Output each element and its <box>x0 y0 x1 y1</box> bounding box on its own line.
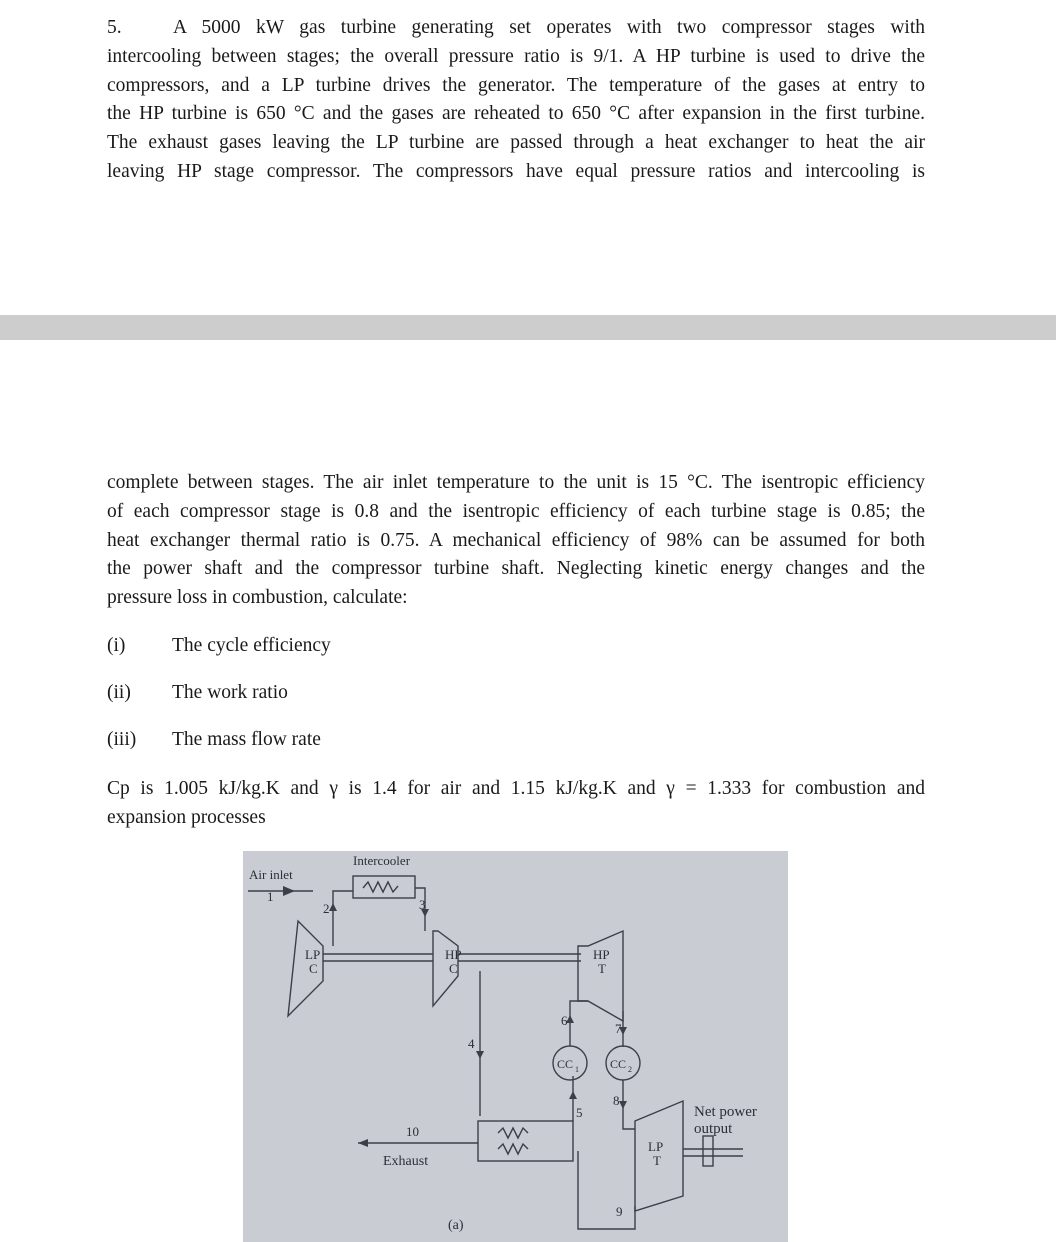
arrow-icon <box>329 903 337 911</box>
heat-exchanger-box <box>478 1121 573 1161</box>
state-label: 10 <box>406 1124 419 1139</box>
figure-caption: (a) <box>448 1218 464 1233</box>
schematic-svg <box>243 851 788 1242</box>
lpt-label-line: LP <box>648 1139 664 1154</box>
item-text: The cycle efficiency <box>172 635 331 656</box>
state-label: 2 <box>323 901 330 916</box>
state-label: 9 <box>616 1204 623 1219</box>
hpt-label-line: HP <box>593 947 610 962</box>
lp-compressor-shape <box>288 921 323 1016</box>
state-label: 4 <box>468 1036 475 1051</box>
arrow-icon <box>619 1101 627 1109</box>
state-label: 8 <box>613 1093 620 1108</box>
intercooler-coil <box>363 882 398 892</box>
air-inlet-label: Air inlet <box>249 867 293 882</box>
intercooler-label: Intercooler <box>353 853 411 868</box>
hpc-label-line: HP <box>445 947 462 962</box>
text-line: compressors, and a LP turbine drives the generator. The temperature of the gases at entry to <box>107 74 925 96</box>
arrow-icon <box>283 886 295 896</box>
text-line: intercooling between stages; the overall pressure ratio is 9/1. A HP turbine is used to drive the <box>107 45 925 67</box>
cc2-label: CC <box>610 1057 627 1071</box>
problem-text-part2 <box>107 469 925 613</box>
arrow-icon <box>358 1139 368 1147</box>
item-number: (i) <box>107 635 126 656</box>
text-line: heat exchanger thermal ratio is 0.75. A mechanical efficiency of 98% can be assumed for both <box>107 529 925 551</box>
problem-text-part1 <box>107 14 925 187</box>
state-label: 6 <box>561 1013 568 1028</box>
intercooler-box <box>353 876 415 898</box>
arrow-icon <box>569 1091 577 1099</box>
text-line: of each compressor stage is 0.8 and the isentropic efficiency of each turbine stage is 0.85; the <box>107 500 925 522</box>
text-line: expansion processes <box>107 806 266 828</box>
coupling <box>703 1136 713 1166</box>
hpc-label-line: C <box>449 961 458 976</box>
cc1-subscript: 1 <box>575 1065 579 1074</box>
pipe-9 <box>578 1151 635 1229</box>
text-line: pressure loss in combustion, calculate: <box>107 587 408 609</box>
list-item <box>107 634 331 658</box>
pipe-2 <box>333 891 353 946</box>
item-text: The mass flow rate <box>172 729 321 750</box>
text-line: complete between stages. The air inlet temperature to the unit is 15 °C. The isentropic efficiency <box>107 472 925 493</box>
pipe-6 <box>570 1001 588 1046</box>
hp-turbine-shape <box>578 931 623 1021</box>
net-power-label: Net power <box>694 1104 757 1120</box>
list-item <box>107 681 288 705</box>
properties-text <box>107 775 925 833</box>
item-text: The work ratio <box>172 682 288 703</box>
item-number: (ii) <box>107 682 131 703</box>
hx-coil <box>498 1144 528 1154</box>
lpt-label-line: T <box>653 1153 661 1168</box>
lpc-label-line: C <box>309 961 318 976</box>
page-divider <box>0 315 1056 340</box>
arrow-icon <box>476 1051 484 1059</box>
cc1-label: CC <box>557 1057 574 1071</box>
item-number: (iii) <box>107 729 137 750</box>
list-item <box>107 728 321 752</box>
text-line: 5. A 5000 kW gas turbine generating set operates with two compressor stages with <box>107 14 925 43</box>
state-label: 3 <box>419 897 426 912</box>
state-label: 7 <box>615 1021 622 1036</box>
lpc-label-line: LP <box>305 947 321 962</box>
cc2-subscript: 2 <box>628 1065 632 1074</box>
gas-turbine-schematic <box>243 851 788 1242</box>
exhaust-label: Exhaust <box>383 1154 429 1169</box>
text-line: the HP turbine is 650 °C and the gases are reheated to 650 °C after expansion in the first turbine. <box>107 103 925 125</box>
state-label: 1 <box>267 889 274 904</box>
net-power-label: output <box>694 1121 733 1137</box>
text-line: Cp is 1.005 kJ/kg.K and γ is 1.4 for air and 1.15 kJ/kg.K and γ = 1.333 for combustion and <box>107 778 925 799</box>
state-label: 5 <box>576 1105 583 1120</box>
hx-coil <box>498 1128 528 1138</box>
text-line: The exhaust gases leaving the LP turbine are passed through a heat exchanger to heat the air <box>107 132 925 154</box>
problem-number: 5. <box>107 17 122 38</box>
text-line: leaving HP stage compressor. The compressors have equal pressure ratios and intercooling is <box>107 160 925 182</box>
text-line: the power shaft and the compressor turbine shaft. Neglecting kinetic energy changes and the <box>107 558 925 580</box>
hpt-label-line: T <box>598 961 606 976</box>
